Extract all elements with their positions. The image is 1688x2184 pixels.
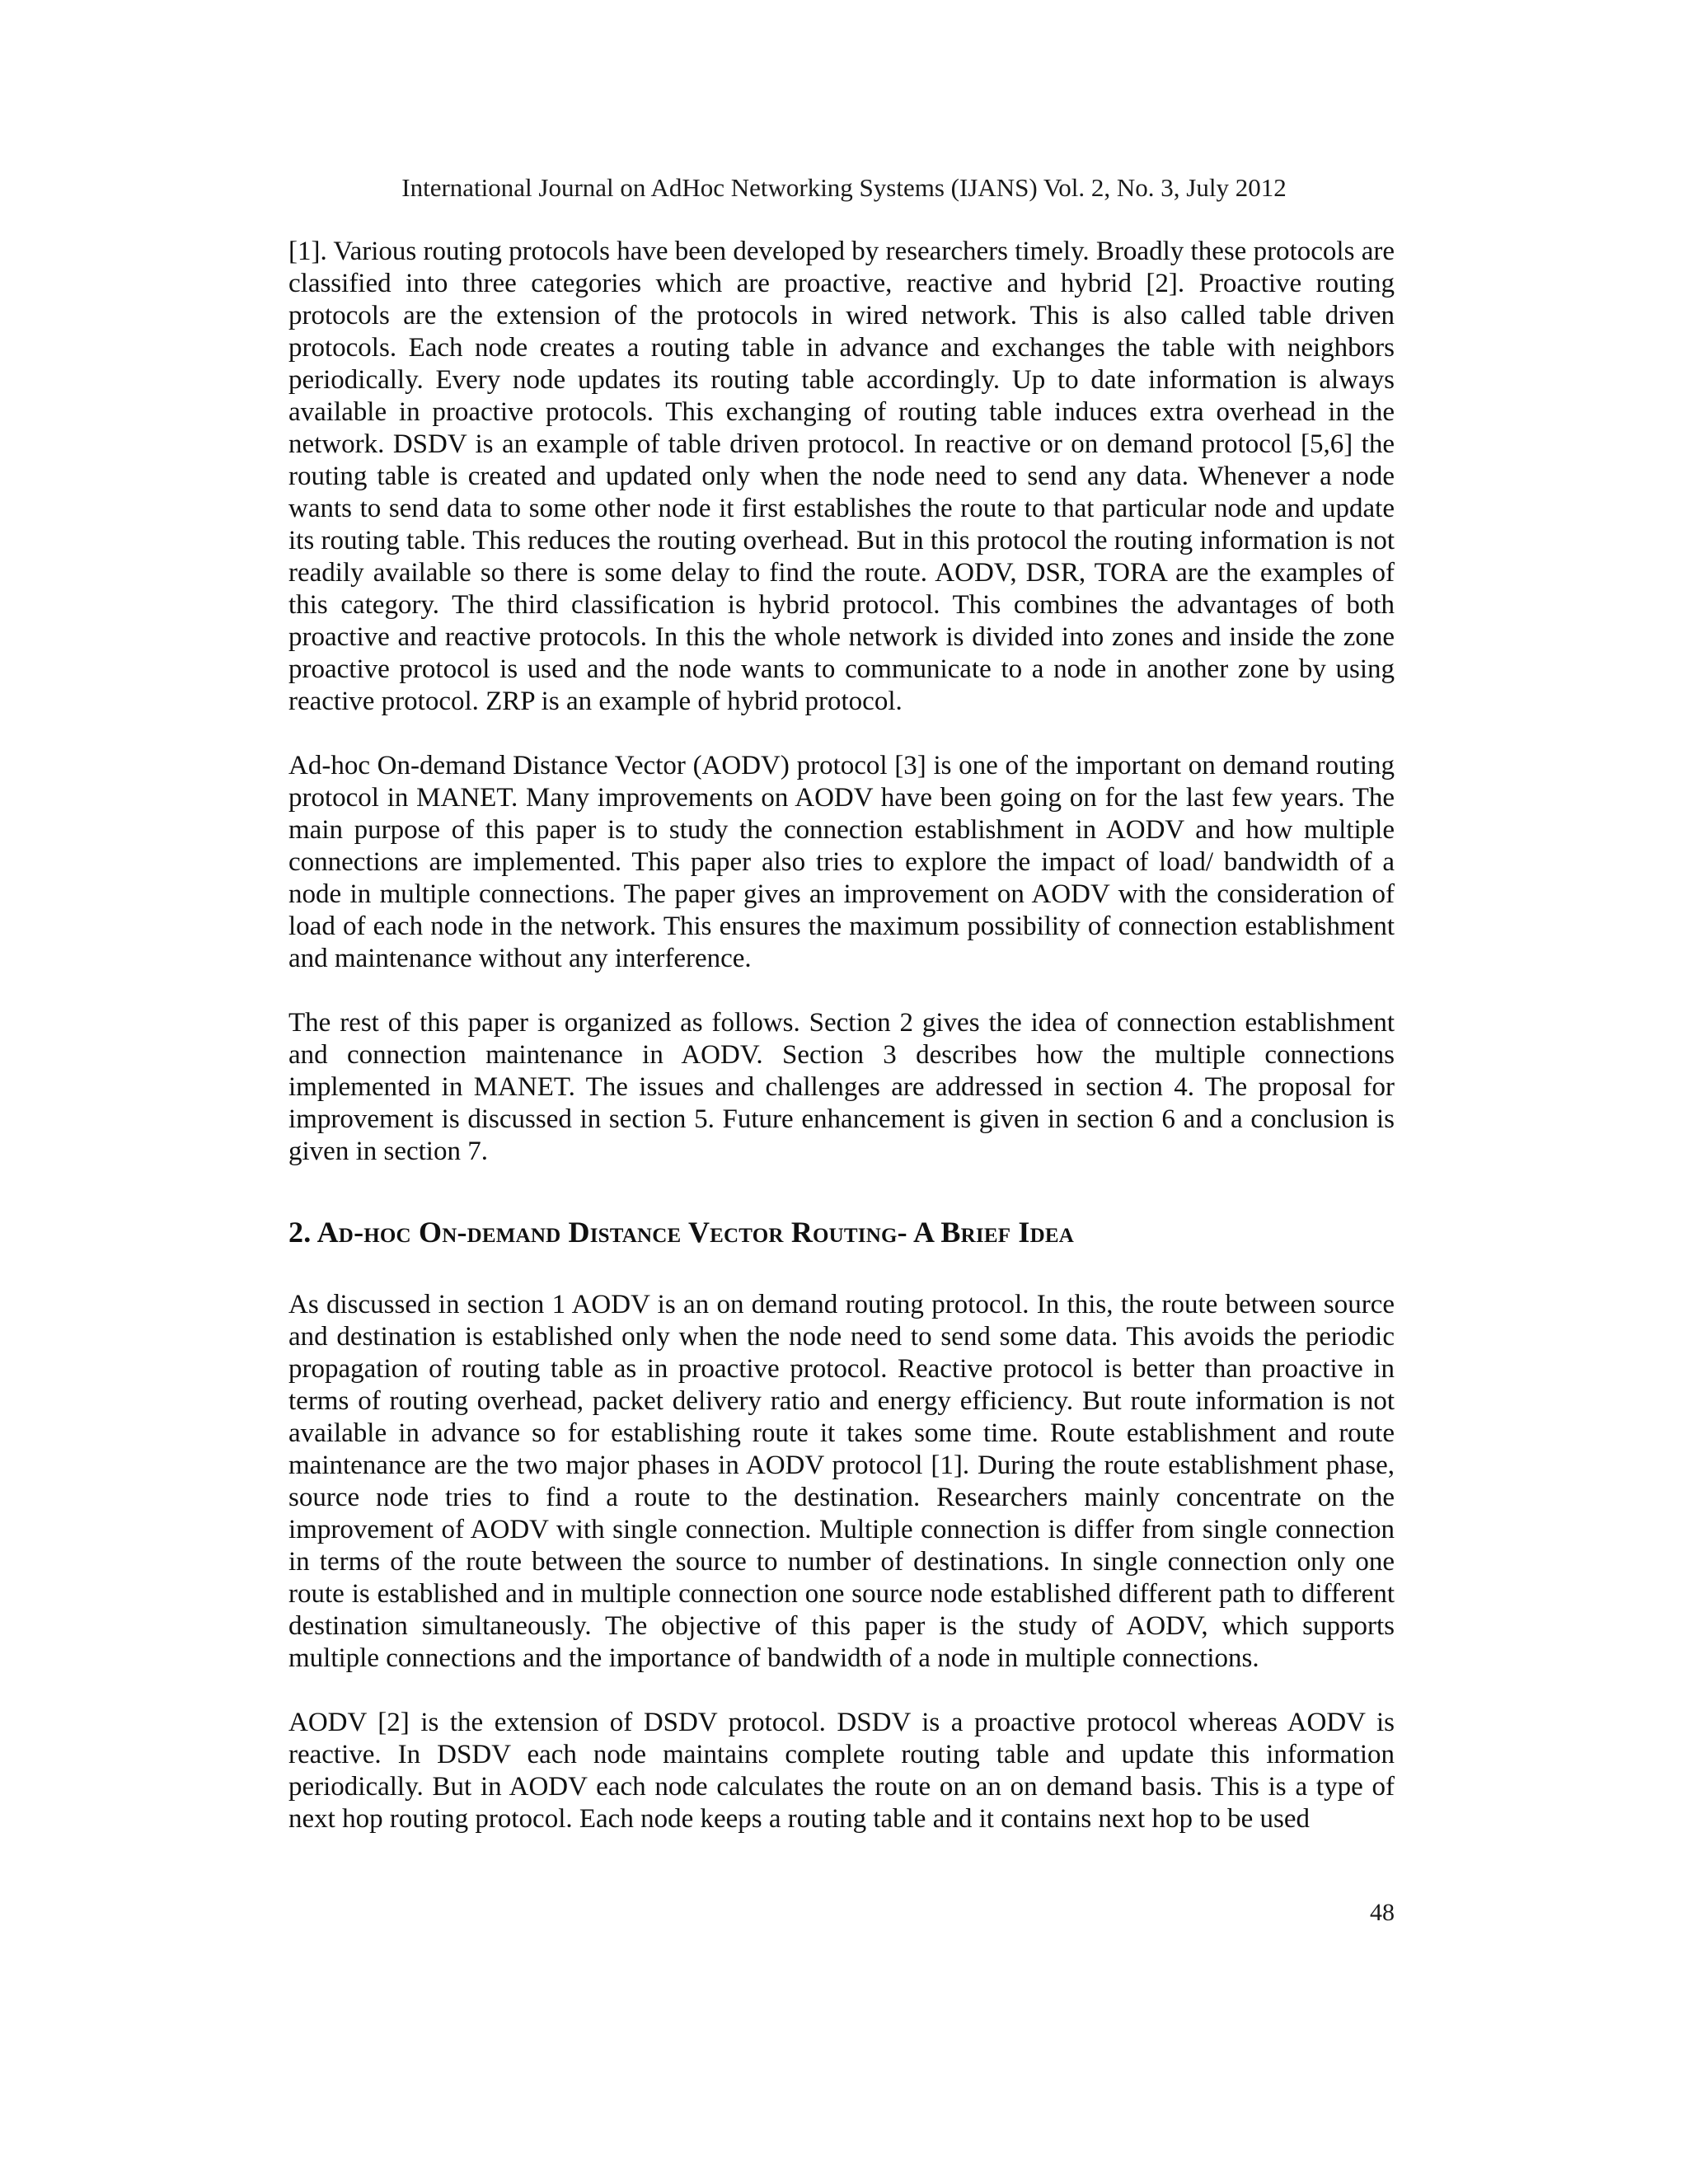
body-text <box>288 236 1395 1835</box>
paragraph-aodv-introduction: Ad-hoc On-demand Distance Vector (AODV) protocol [3] is one of the important on demand routing protocol in MANET. Many improvements on AODV have been going on for the last few years. The main purpose of this paper is to study the connection establishment in AODV and how multiple connections are implemented. This paper also tries to explore the impact of load/ bandwidth of a node in multiple connections. The paper gives an improvement on AODV with the consideration of load of each node in the network. This ensures the maximum possibility of connection establishment and maintenance without any interference. <box>288 751 1395 973</box>
section-heading: 2. Ad-hoc On-demand Distance Vector Routing- A Brief Idea <box>288 1216 1074 1249</box>
paragraph-aodv-on-demand: As discussed in section 1 AODV is an on demand routing protocol. In this, the route between source and destination is established only when the node need to send some data. This avoids the periodic propagation of routing table as in proactive protocol. Reactive protocol is better than proactive in terms of routing overhead, packet delivery ratio and energy efficiency. But route information is not available in advance so for establishing route it takes some time. Route establishment and route maintenance are the two major phases in AODV protocol [1]. During the route establishment phase, source node tries to find a route to the destination. Researchers mainly concentrate on the improvement of AODV with single connection. Multiple connection is differ from single connection in terms of the route between the source to number of destinations. In single connection only one route is established and in multiple connection one source node established different path to different destination simultaneously. The objective of this paper is the study of AODV, which supports multiple connections and the importance of bandwidth of a node in multiple connections. <box>288 1290 1395 1673</box>
page-number: 48 <box>1370 1899 1395 1926</box>
paragraph-paper-organization: The rest of this paper is organized as follows. Section 2 gives the idea of connection establishment and connection maintenance in AODV. Section 3 describes how the multiple connections implemented in MANET. The issues and challenges are addressed in section 4. The proposal for improvement is discussed in section 5. Future enhancement is given in section 6 and a conclusion is given in section 7. <box>288 1008 1395 1166</box>
running-header: International Journal on AdHoc Networking Systems (IJANS) Vol. 2, No. 3, July 2012 <box>401 173 1287 202</box>
paragraph-aodv-vs-dsdv: AODV [2] is the extension of DSDV protocol. DSDV is a proactive protocol whereas AODV is reactive. In DSDV each node maintains complete routing table and update this information periodically. But in AODV each node calculates the route on an on demand basis. This is a type of next hop routing protocol. Each node keeps a routing table and it contains next hop to be used <box>288 1708 1395 1834</box>
paragraph-routing-protocols: [1]. Various routing protocols have been developed by researchers timely. Broadly these protocols are classified into three categories which are proactive, reactive and hybrid [2]. Proactive routing protocols are the extension of the protocols in wired network. This is also called table driven protocols. Each node creates a routing table in advance and exchanges the table with neighbors periodically. Every node updates its routing table accordingly. Up to date information is always available in proactive protocols. This exchanging of routing table induces extra overhead in the network. DSDV is an example of table driven protocol. In reactive or on demand protocol [5,6] the routing table is created and updated only when the node need to send any data. Whenever a node wants to send data to some other node it first establishes the route to that particular node and update its routing table. This reduces the routing overhead. But in this protocol the routing information is not readily available so there is some delay to find the route. AODV, DSR, TORA are the examples of this category. The third classification is hybrid protocol. This combines the advantages of both proactive and reactive protocols. In this the whole network is divided into zones and inside the zone proactive protocol is used and the node wants to communicate to a node in another zone by using reactive protocol. ZRP is an example of hybrid protocol. <box>288 237 1395 716</box>
